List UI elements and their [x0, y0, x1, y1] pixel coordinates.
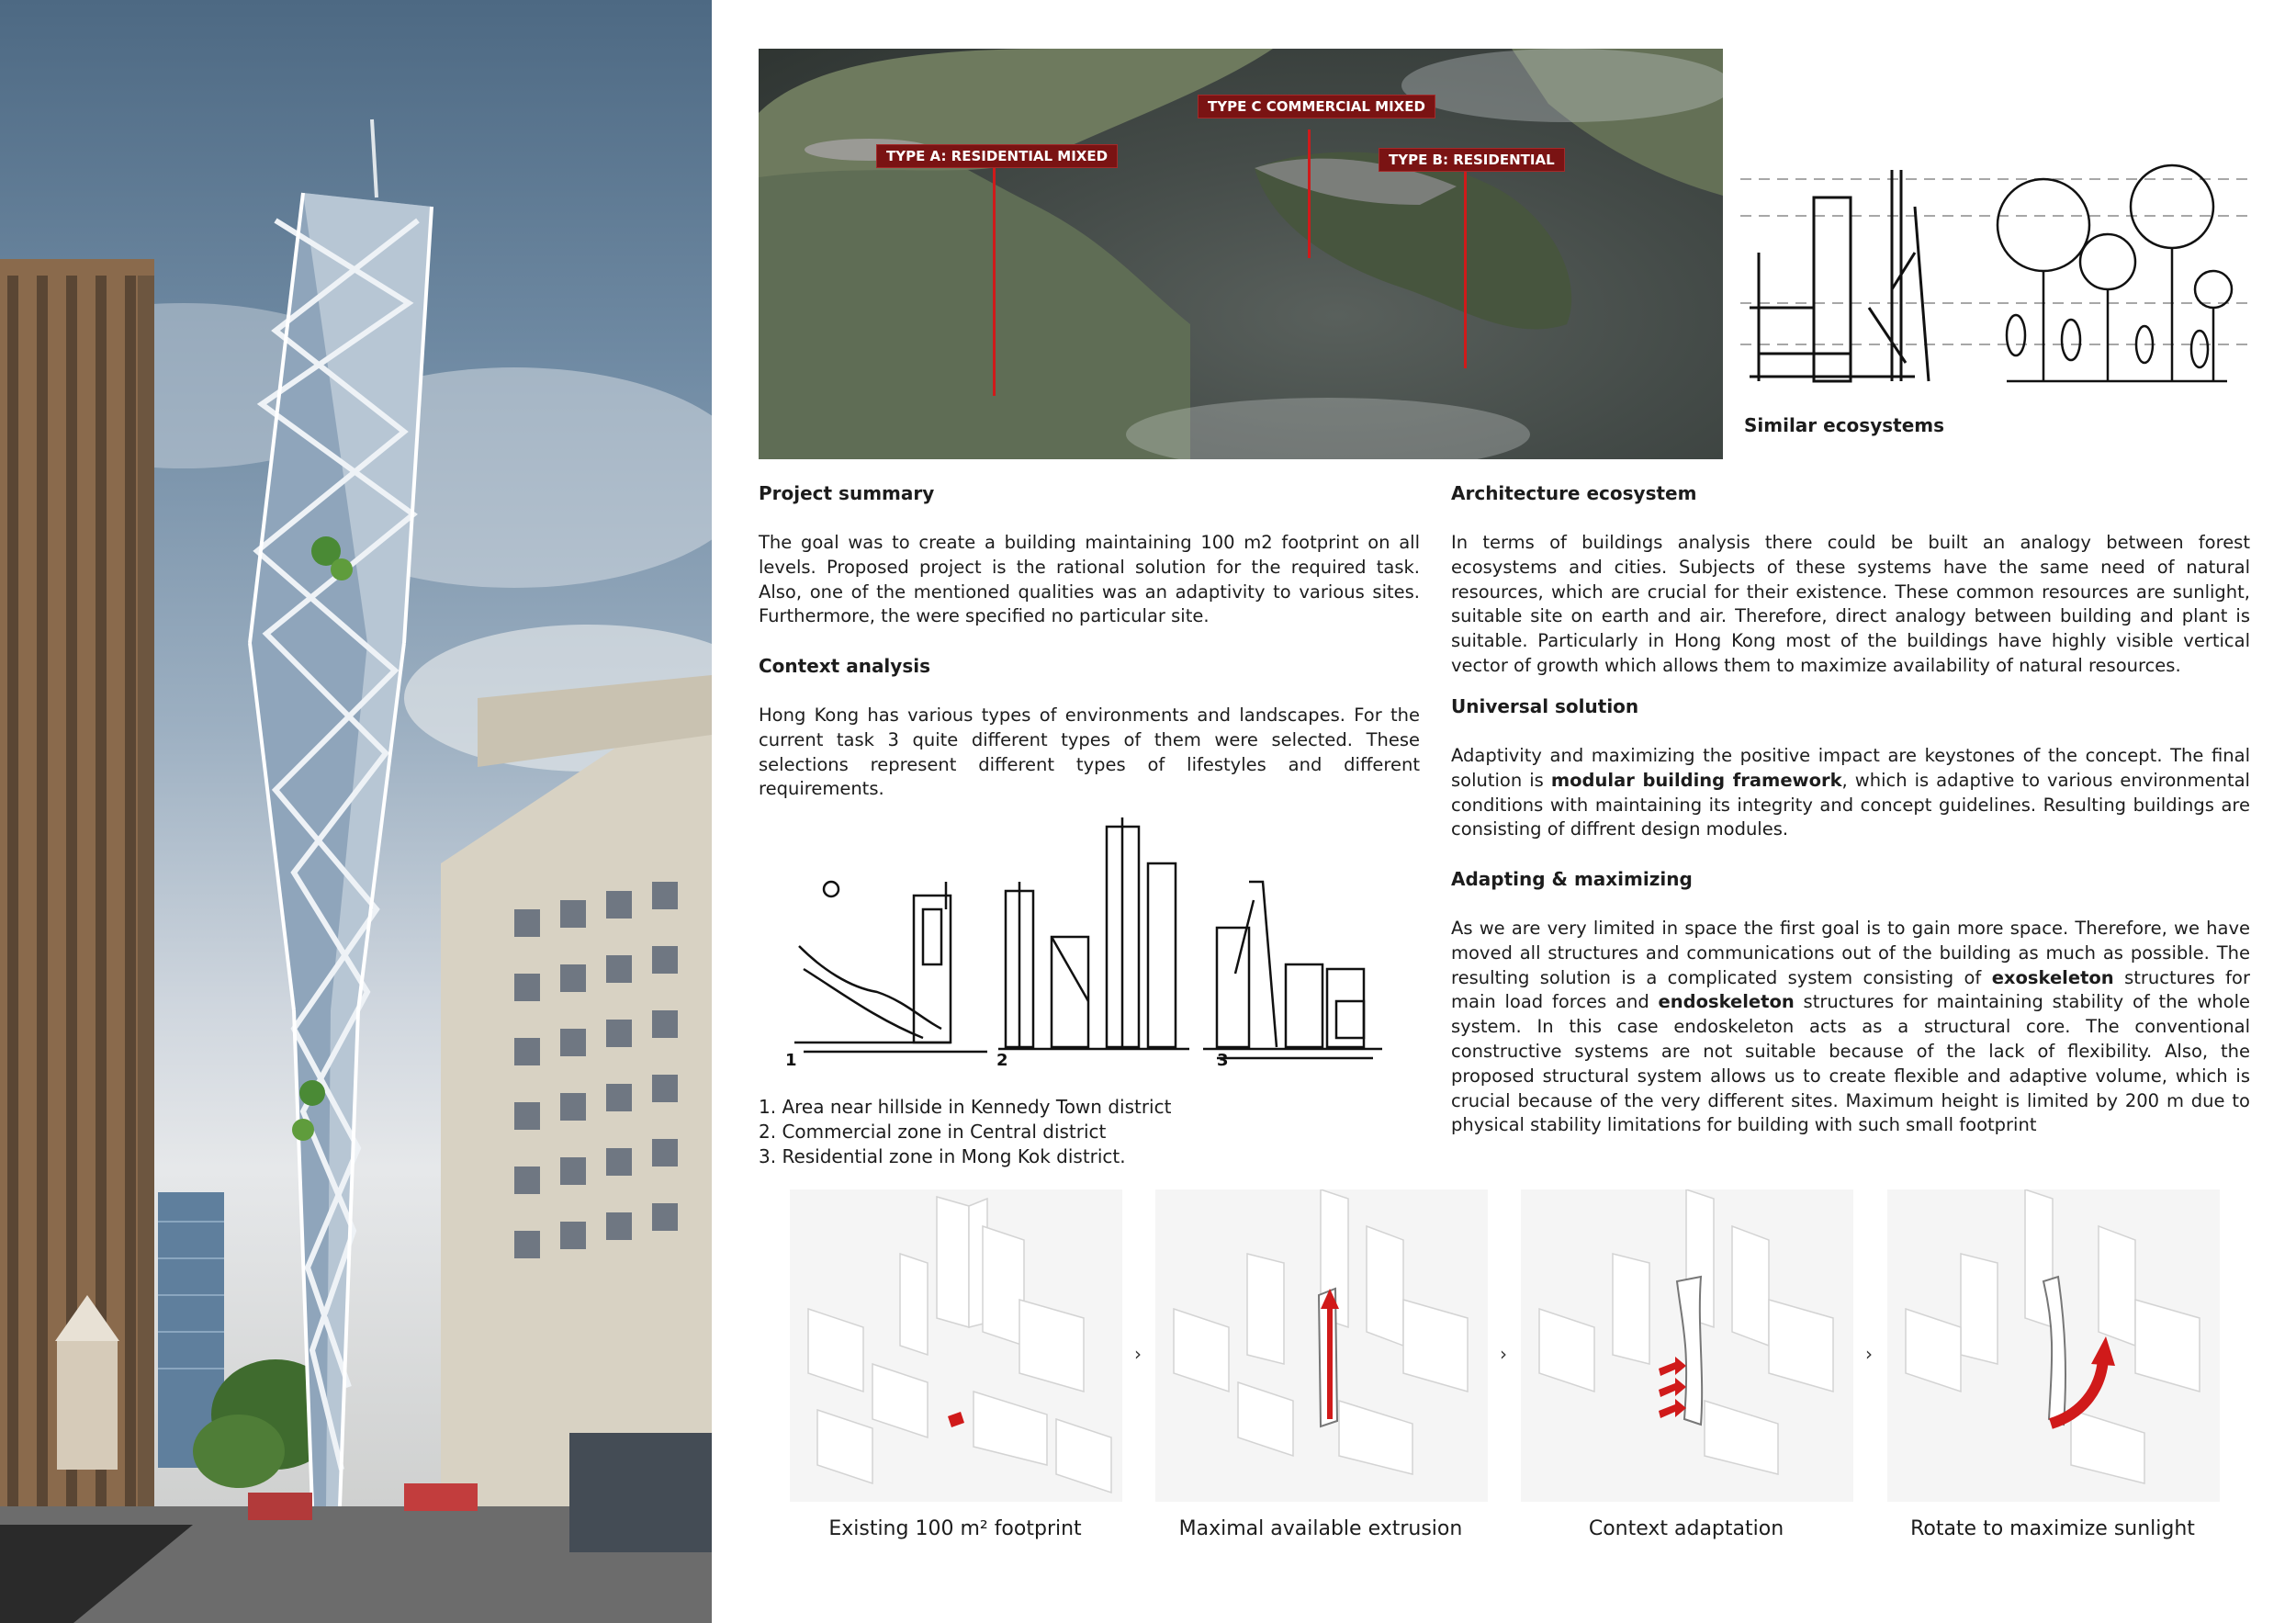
type-c-pin: [1308, 130, 1311, 258]
sketch-number-1: 1: [785, 1051, 797, 1070]
sketch-number-3: 3: [1217, 1051, 1229, 1070]
project-summary-body: The goal was to create a building maintaining 100 m2 footprint on all levels. Proposed project is the rational solution for the required task. Also, one of the mentioned qualities was an adaptivity to various sites. Furthermore, the were specified no particular site.: [759, 532, 1420, 627]
modular-framework-term: modular building framework: [1550, 769, 1842, 791]
universal-solution-body: Adaptivity and maximizing the positive impact are keystones of the concept. The final solution is modular building framework, which is adaptive to various environmental conditions with maintaining its integrity and concept guidelines. Resulting buildings are consisting of diffrent design modules.: [1451, 745, 2250, 840]
diagram-context-adaptation: [1521, 1189, 1853, 1502]
list-item: 3. Residential zone in Mong Kok district.: [759, 1145, 1126, 1167]
context-analysis-body: Hong Kong has various types of environments and landscapes. For the current task 3 quite different types of them were selected. These selections represent different types of lifestyles and different requirements.: [759, 704, 1420, 800]
project-summary-heading: Project summary: [759, 482, 935, 504]
diagram-caption-rotate: Rotate to maximize sunlight: [1910, 1517, 2195, 1540]
diagram-rotate-sunlight: [1887, 1189, 2220, 1502]
list-item: 1. Area near hillside in Kennedy Town district: [759, 1096, 1172, 1118]
step-arrow: ›: [1134, 1343, 1142, 1365]
ecosystem-sketches: [1740, 161, 2273, 390]
universal-solution-heading: Universal solution: [1451, 695, 1639, 717]
forest-sketch: [1998, 165, 2232, 381]
endoskeleton-term: endoskeleton: [1658, 991, 1795, 1013]
diagram-caption-footprint: Existing 100 m² footprint: [828, 1517, 1082, 1540]
type-b-pin: [1464, 166, 1467, 368]
exoskeleton-term: exoskeleton: [1991, 966, 2114, 988]
diagram-extrusion: [1155, 1189, 1488, 1502]
type-a-pin: [993, 166, 996, 396]
type-c-tag: TYPE C COMMERCIAL MIXED: [1198, 95, 1435, 118]
step-arrow: ›: [1500, 1343, 1507, 1365]
architecture-ecosystem-heading: Architecture ecosystem: [1451, 482, 1697, 504]
context-analysis-heading: Context analysis: [759, 655, 930, 677]
adapting-heading: Adapting & maximizing: [1451, 868, 1693, 890]
context-site-list: [759, 1095, 1420, 1169]
diagram-footprint: [790, 1189, 1122, 1502]
architecture-ecosystem-body: In terms of buildings analysis there could be built an analogy between forest ecosystems and cities. Subjects of these systems have the same need of natural resources, which are crucial for their existence. These common resources are sunlight, suitable site on earth and air. Therefore, direct analogy between building and plant is suitable. Particularly in Hong Kong most of the buildings have highly visible vertical vector of growth which allows them to maximize availability of natural resources.: [1451, 532, 2250, 676]
list-item: 2. Commercial zone in Central district: [759, 1121, 1107, 1143]
sketch-3-mongkok: [1203, 882, 1382, 1058]
diagram-caption-context: Context adaptation: [1588, 1517, 1784, 1540]
sketch-number-2: 2: [996, 1051, 1008, 1070]
tower-render-image: [0, 0, 712, 1623]
type-a-tag: TYPE A: RESIDENTIAL MIXED: [876, 144, 1118, 168]
step-arrow: ›: [1865, 1343, 1873, 1365]
diagram-caption-extrusion: Maximal available extrusion: [1178, 1517, 1463, 1540]
sketch-1-hillside: [794, 882, 987, 1052]
ecosystems-caption: Similar ecosystems: [1744, 414, 1945, 436]
context-sketches: [785, 808, 1391, 1075]
adapting-body: As we are very limited in space the first goal is to gain more space. Therefore, we have moved all structures and communications out of the building as much as possible. The resulting solution is a complicated system consisting of exoskeleton structures for main load forces and endoskeleton structures for maintaining stability of the whole system. In this case endoskeleton acts as a structural core. The conventional constructive systems are not suitable because of the lack of flexibility. Also, the proposed structural system allows us to create flexible and adaptive volume, which is crucial because of the very different sites. Maximum height is limited by 200 m due to physical stability limitations for building with such small footprint: [1451, 918, 2250, 1136]
city-sketch: [1750, 170, 1929, 381]
sketch-2-central: [998, 817, 1189, 1049]
aerial-site-map: [759, 49, 1723, 459]
type-b-tag: TYPE B: RESIDENTIAL: [1379, 148, 1565, 172]
